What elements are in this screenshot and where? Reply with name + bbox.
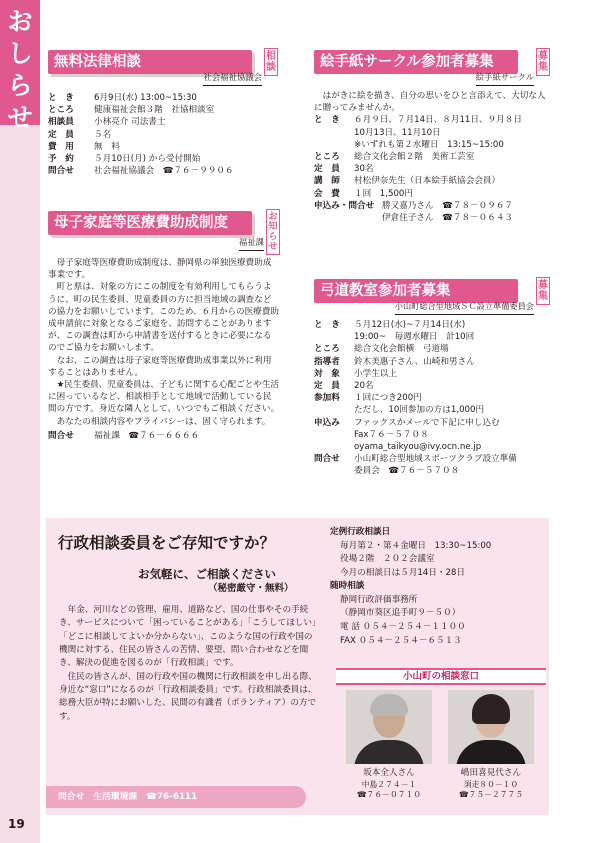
legal-detail-label: 費 用 bbox=[48, 141, 74, 152]
regular-line: 今月の相談日は５月14日・28日 bbox=[340, 567, 465, 578]
legal-detail-label: 定 員 bbox=[48, 129, 74, 140]
kyudo-apply bbox=[314, 417, 550, 454]
etegami-details bbox=[314, 151, 550, 200]
etegami-contact-label: 申込み・問合せ bbox=[314, 200, 375, 211]
anytime-line: FAX ０５４－２５４－６５１３ bbox=[340, 635, 462, 646]
regular-lines bbox=[330, 540, 540, 581]
etegami-contact-line: 伊倉住子さん ☎７８－０６４３ bbox=[382, 213, 514, 224]
person-2-address: 須走８０－１０ bbox=[463, 779, 519, 789]
kyudo-apply-line: ファックスかメールで下記に申し込む bbox=[354, 417, 500, 428]
counsel-window-title: 小山町の相談窓口 bbox=[336, 668, 546, 685]
regular-line: 役場２階 ２０２会議室 bbox=[340, 554, 435, 565]
medical-paragraph: 母子家庭等医療費助成制度は、静岡県の単独医療費助成事業です。 bbox=[48, 258, 272, 281]
kyudo-detail-label: 定 員 bbox=[314, 381, 340, 392]
etegami-detail-value: 総合文化会館２階 美術工芸室 bbox=[354, 152, 475, 163]
legal-detail-value: ５名 bbox=[94, 129, 112, 140]
legal-org: 社会福祉協議会 bbox=[203, 72, 262, 86]
legal-detail-label: と き bbox=[48, 93, 74, 103]
legal-detail-row bbox=[48, 153, 278, 165]
kyudo-detail-label: ところ bbox=[314, 344, 340, 355]
kyudo-when-lines bbox=[354, 319, 550, 343]
medical-contact bbox=[48, 430, 280, 442]
person-1-hair bbox=[370, 694, 408, 716]
etegami-detail-label: 会 費 bbox=[314, 188, 340, 199]
kyudo-when-label: と き bbox=[314, 320, 340, 330]
kyudo-detail-value: 20名 bbox=[354, 381, 374, 392]
kyudo-section bbox=[314, 277, 550, 478]
notice-schedule bbox=[330, 526, 540, 648]
medical-paragraph: 町と県は、対象の方にこの制度を有効利用してもらうように、町の民生委員、児童委員の方に担当地域の調査などの協力をお願いしています。このため、６月からの医療費助成申請前に対象となるご家庭を、訪問することがありますが、この調査は町から申請書を送付するときに必要になるのでご協力をお願いします。 bbox=[48, 282, 280, 354]
medical-section bbox=[48, 209, 280, 442]
person-1-tel: ☎７６－０７１０ bbox=[356, 790, 422, 800]
medical-org: 福祉課 bbox=[239, 237, 264, 251]
etegami-title: 絵手紙サークル参加者募集 bbox=[314, 50, 518, 74]
medical-paragraph: あなたの相談内容やプライバシーは、固く守られます。 bbox=[56, 416, 271, 427]
anytime-title: 随時相談 bbox=[330, 581, 365, 592]
kyudo-contact-line: 小山町総合型地域スポーツクラブ設立準備 bbox=[354, 454, 517, 465]
etegami-detail-label: 定 員 bbox=[314, 164, 340, 175]
notice-footer: 問合せ 生活環境課 ☎76-6111 bbox=[46, 786, 306, 808]
kyudo-detail-label: 対 象 bbox=[314, 368, 340, 379]
notice-subtitle: お気軽に、ご相談ください bbox=[138, 567, 276, 581]
legal-detail-label: 予 約 bbox=[48, 154, 74, 165]
regular-line: 毎月第２・第４金曜日 13:30~15:00 bbox=[340, 540, 492, 551]
person-1-address: 中島２７４－１ bbox=[361, 779, 417, 789]
etegami-when bbox=[314, 114, 550, 151]
etegami-when-line: ６月９日、７月14日、８月11日、９月８日 bbox=[354, 115, 522, 126]
kyudo-when-line: 19:00~ 毎週水曜日 計10回 bbox=[354, 332, 475, 343]
medical-contact-value: 福祉課 ☎７６－６６６６ bbox=[94, 430, 200, 441]
notice-body bbox=[59, 604, 317, 724]
photo-person-2 bbox=[448, 690, 534, 764]
legal-detail-value: 無 料 bbox=[94, 141, 120, 152]
etegami-detail-label: 講 師 bbox=[314, 176, 340, 187]
kyudo-fee-line: ただし、10回参加の方は1,000円 bbox=[354, 405, 485, 416]
legal-detail-label: ところ bbox=[48, 105, 74, 116]
kyudo-detail-label: 指導者 bbox=[314, 356, 340, 367]
notice-title: 行政相談委員をご存知ですか？ bbox=[58, 534, 276, 552]
kyudo-when-line: ５月12日(水)~７月14日(水) bbox=[354, 320, 466, 330]
person-1-name: 坂本全人さん bbox=[363, 768, 415, 778]
person-2-tel: ☎７５－２７７５ bbox=[458, 790, 524, 800]
kyudo-detail-row bbox=[314, 343, 550, 355]
notice-subtitle-2: （秘密厳守・無料） bbox=[208, 583, 294, 594]
kyudo-apply-label: 申込み bbox=[314, 417, 340, 428]
kyudo-when bbox=[314, 319, 550, 343]
medical-tag: お知らせ bbox=[266, 209, 280, 255]
section-tab-title: おしらせ bbox=[7, 7, 33, 132]
kyudo-detail-value: 小学生以上 bbox=[354, 368, 397, 379]
kyudo-fee-lines bbox=[354, 392, 550, 416]
legal-detail-label: 相談員 bbox=[48, 117, 74, 128]
kyudo-org: 小山町総合型地域ＳＣ設立準備委員会 bbox=[395, 301, 534, 315]
notice-paragraph: 住民の皆さんが、国の行政や国の機関に行政相談を申し出る際、身近な“窓口”になるのが「行政相談委員」です。行政相談委員は、総務大臣が特にお願いした、民間の有識者（ボランティア）の方です。 bbox=[59, 671, 317, 722]
anytime-line: 静岡行政評価事務所 bbox=[340, 594, 418, 605]
person-2-name: 嶋田喜見代さん bbox=[460, 768, 522, 778]
etegami-header bbox=[314, 48, 550, 86]
kyudo-fee-label: 参加料 bbox=[314, 393, 340, 404]
etegami-when-line: 10月13日、11月10日 bbox=[354, 127, 441, 138]
legal-detail-row bbox=[48, 165, 278, 177]
medical-title: 母子家庭等医療費助成制度 bbox=[48, 211, 252, 235]
kyudo-contact-line: 委員会 ☎７６－５７０８ bbox=[354, 466, 460, 477]
legal-detail-value: 6月9日(水) 13:00~15:30 bbox=[94, 93, 197, 103]
kyudo-apply-lines bbox=[354, 417, 550, 454]
kyudo-contact bbox=[314, 453, 550, 477]
etegami-detail-value: 30名 bbox=[354, 164, 374, 175]
legal-detail-row bbox=[48, 129, 278, 141]
etegami-detail-row bbox=[314, 175, 550, 187]
legal-detail-value: ５月10日(月) から受付開始 bbox=[94, 154, 201, 165]
kyudo-detail-value: 鈴木美惠子さん、山崎和男さん bbox=[354, 356, 475, 367]
person-2-caption bbox=[441, 768, 541, 801]
etegami-when-lines bbox=[354, 114, 550, 151]
legal-detail-row bbox=[48, 92, 278, 104]
legal-detail-row bbox=[48, 141, 278, 153]
kyudo-fee bbox=[314, 392, 550, 416]
etegami-contact-lines bbox=[382, 200, 550, 224]
person-2-suit bbox=[456, 740, 526, 764]
kyudo-detail-row bbox=[314, 380, 550, 392]
person-1-suit bbox=[354, 740, 424, 764]
page-number: 19 bbox=[8, 817, 25, 831]
legal-detail-value: 健康福祉会館３階 社協相談室 bbox=[94, 105, 215, 116]
etegami-contact bbox=[314, 200, 550, 224]
medical-body bbox=[48, 257, 280, 428]
section-tab bbox=[0, 0, 40, 132]
etegami-intro: はがきに絵を描き、自分の思いをひと言添えて、大切な人に贈ってみませんか。 bbox=[314, 91, 546, 114]
anytime-line: 電 話 ０５４－２５４－１１００ bbox=[340, 622, 466, 633]
legal-detail-value: 小林亮介 司法書士 bbox=[94, 117, 166, 128]
admin-counsel-notice bbox=[46, 518, 549, 815]
etegami-tag: 募集 bbox=[536, 48, 550, 76]
etegami-when-label: と き bbox=[314, 115, 340, 126]
kyudo-detail-value: 総合文化会館横 弓道場 bbox=[354, 344, 449, 355]
etegami-detail-row bbox=[314, 151, 550, 163]
medical-paragraph: ★民生委員、児童委員は、子どもに関する心配ごとや生活に困っているなど、相談相手として地域で活動している民間の方です。身近な隣人として、いつでもご相談ください。 bbox=[48, 380, 280, 415]
etegami-contact-line: 勝又嘉乃さん ☎７８－０９６７ bbox=[382, 200, 514, 211]
legal-detail-value: 社会福祉協議会 ☎７６－９９０６ bbox=[94, 166, 234, 177]
kyudo-detail-row bbox=[314, 368, 550, 380]
etegami-org: 絵手紙サークル bbox=[476, 72, 534, 86]
legal-detail-row bbox=[48, 104, 278, 116]
photo-person-1 bbox=[346, 690, 432, 764]
legal-tag: 相談 bbox=[264, 48, 278, 76]
etegami-detail-value: １回 1,500円 bbox=[354, 188, 413, 199]
kyudo-header bbox=[314, 277, 550, 315]
kyudo-contact-label: 問合せ bbox=[314, 454, 340, 465]
kyudo-detail-row bbox=[314, 356, 550, 368]
medical-header bbox=[48, 209, 280, 257]
person-1-caption bbox=[339, 768, 439, 801]
legal-detail-row bbox=[48, 116, 278, 128]
kyudo-tag: 募集 bbox=[536, 277, 550, 305]
kyudo-fee-line: １回につき200円 bbox=[354, 393, 422, 404]
kyudo-contact-lines bbox=[354, 453, 550, 477]
notice-paragraph: 年金、河川などの管理、雇用、道路など、国の仕事やその手続き、サービスについて「困っていることがある」「こうしてほしい」「どこに相談してよいか分からない」、このような国の行政や国の機関に対する、住民の皆さんの苦情、要望、問い合わせなどを聞き、解決の促進を図るのが「行政相談」です。 bbox=[59, 605, 317, 669]
etegami-detail-value: 村松伊奈先生（日本絵手紙協会会員） bbox=[354, 176, 501, 187]
kyudo-apply-line: Fax７６－５７０８ bbox=[354, 429, 429, 440]
regular-title: 定例行政相談日 bbox=[330, 527, 391, 537]
anytime-lines bbox=[330, 594, 540, 648]
etegami-detail-label: ところ bbox=[314, 152, 340, 163]
medical-paragraph: なお、この調査は母子家庭等医療費助成事業以外に利用することはありません。 bbox=[48, 355, 272, 378]
legal-header bbox=[48, 48, 278, 86]
legal-title: 無料法律相談 bbox=[48, 50, 252, 74]
kyudo-title: 弓道教室参加者募集 bbox=[314, 279, 518, 303]
medical-contact-label: 問合せ bbox=[48, 430, 74, 441]
person-2-hair bbox=[472, 694, 510, 724]
kyudo-details bbox=[314, 343, 550, 392]
etegami-when-line: ※いずれも第２水曜日 13:15~15:00 bbox=[354, 139, 504, 150]
kyudo-apply-line: oyama_taikyou@ivy.ocn.ne.jp bbox=[354, 442, 482, 453]
legal-section bbox=[48, 48, 278, 177]
etegami-detail-row bbox=[314, 188, 550, 200]
legal-detail-label: 問合せ bbox=[48, 166, 74, 177]
legal-details bbox=[48, 92, 278, 177]
etegami-section bbox=[314, 48, 550, 224]
etegami-detail-row bbox=[314, 163, 550, 175]
anytime-line: （静岡市葵区追手町９－５０） bbox=[340, 608, 461, 619]
